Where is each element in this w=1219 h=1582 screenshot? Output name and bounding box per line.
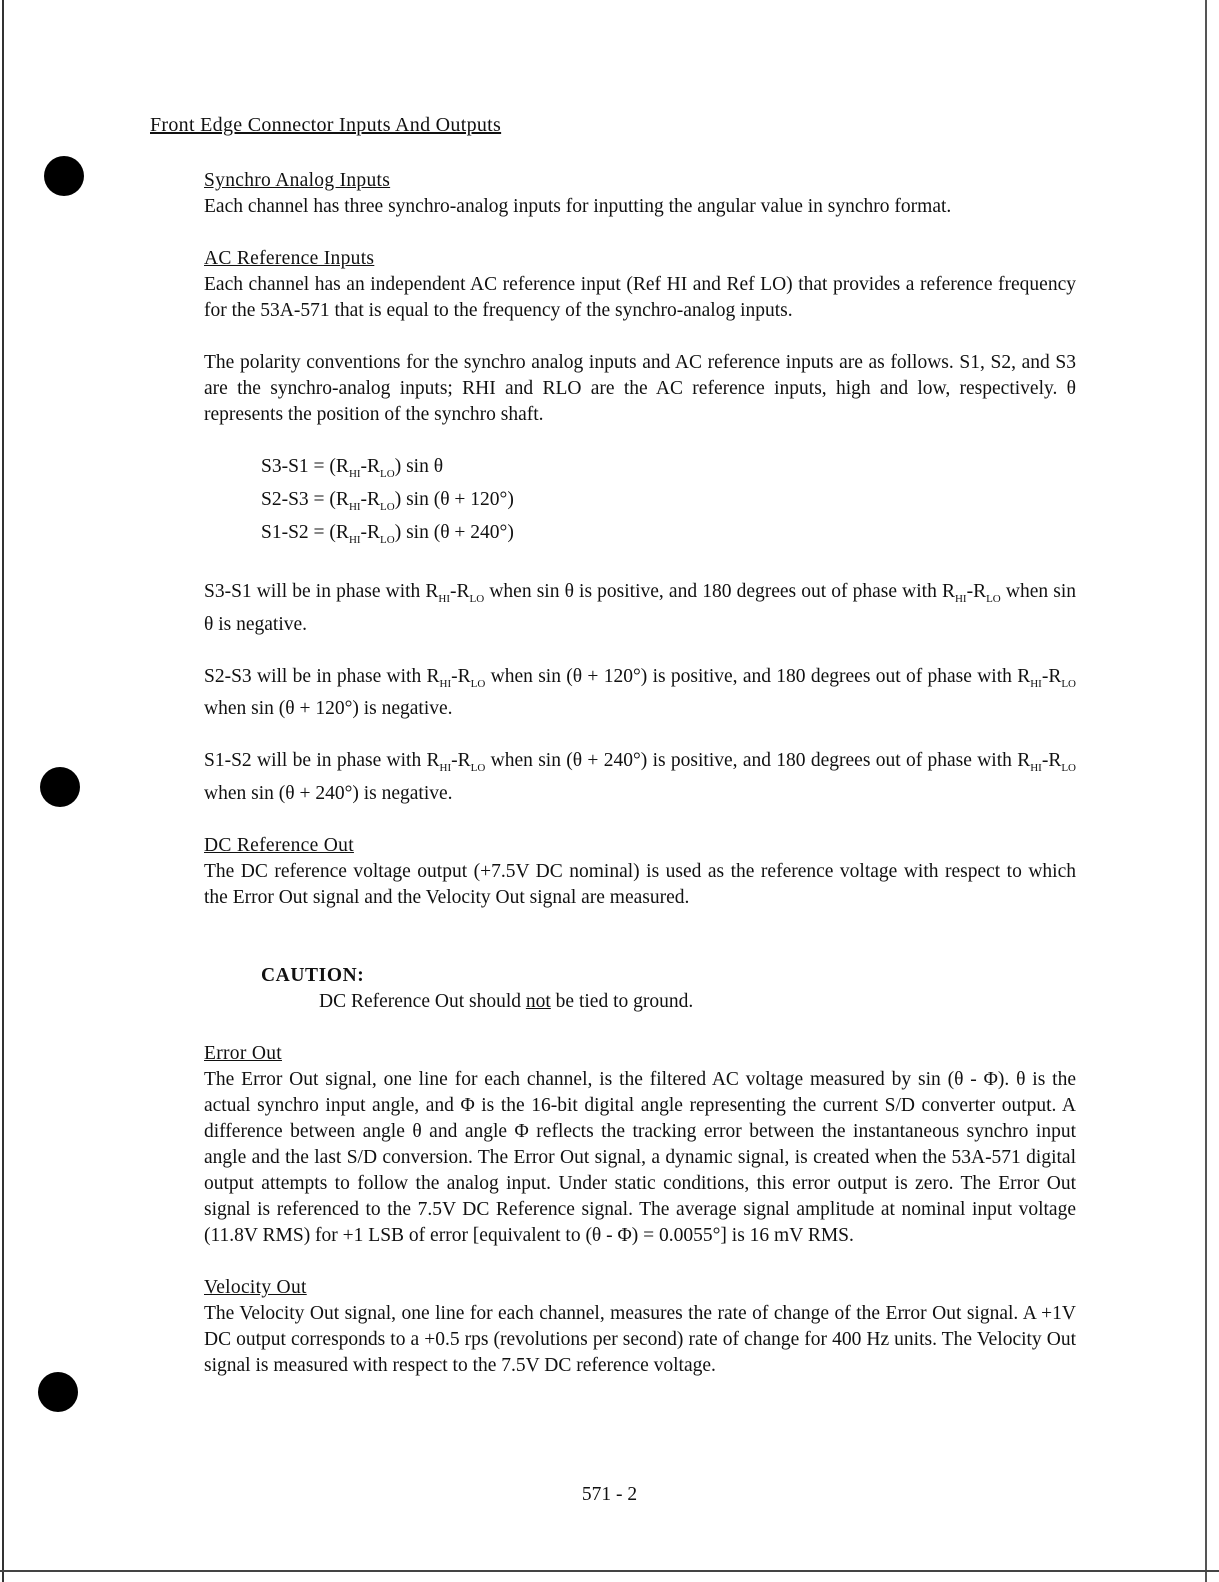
velocity-paragraph: The Velocity Out signal, one line for each channel, measures the rate of change of the Error Out signal. A +1V DC output corresponds to a +0.5 rps (revolutions per second) rate of change for 400 Hz units. The Velocity Out signal is measured with respect to the 7.5V DC reference voltage. xyxy=(204,1303,1076,1377)
errorout-paragraph: The Error Out signal, one line for each channel, is the filtered AC voltage measured by sin (θ - Φ). θ is the actual synchro input angle, and Φ is the 16-bit digital angle representing the current S/D converter output. A difference between angle θ and angle Φ reflects the tracking error between the instantaneous synchro input angle and the last S/D conversion. The Error Out signal, a dynamic signal, is created when the 53A-571 digital output attempts to follow the analog input. Under static conditions, this error output is zero. The Error Out signal is referenced to the 7.5V DC Reference signal. The average signal amplitude at nominal input voltage (11.8V RMS) for +1 LSB of error [equivalent to (θ - Φ) = 0.0055°] is 16 mV RMS. xyxy=(204,1069,1076,1247)
scan-edge-right xyxy=(1205,0,1207,1582)
equation-3: $S1-S2 = (R_{HI}-R_{LO})$ sin (θ + 240°) xyxy=(261,521,514,546)
section-heading-acref: AC Reference Inputs xyxy=(204,248,375,269)
caution-heading: CAUTION: xyxy=(261,965,365,987)
equation-2: $S2-S3 = (R_{HI}-R_{LO})$ sin (θ + 120°) xyxy=(261,488,514,513)
body-content xyxy=(204,168,1076,1379)
binder-hole-middle xyxy=(40,767,80,807)
page-title: Front Edge Connector Inputs And Outputs xyxy=(150,114,502,136)
caution-text: DC Reference Out should not be tied to ground. xyxy=(319,991,694,1013)
binder-hole-top xyxy=(44,156,84,196)
section-heading-synchro: Synchro Analog Inputs xyxy=(204,170,391,191)
section-heading-errorout: Error Out xyxy=(204,1043,282,1065)
equation-1: $S3-S1 = (R_{HI}-R_{LO})$ sin θ xyxy=(261,456,444,480)
section-heading-velocity: Velocity Out xyxy=(204,1277,307,1299)
dcref-paragraph: The DC reference voltage output (+7.5V DC nominal) is used as the reference voltage with respect to which the Error Out signal and the Velocity Out signal are measured. xyxy=(204,861,1076,909)
page-number: 571 - 2 xyxy=(581,1484,638,1505)
scan-edge-bottom xyxy=(0,1570,1219,1572)
binder-hole-bottom xyxy=(38,1372,78,1412)
polarity-paragraph: The polarity conventions for the synchro analog inputs and AC reference inputs are as follows. S1, S2, and S3 are the synchro-analog inputs; RHI and RLO are the AC reference inputs, high and low, respectively. θ represents the position of the synchro shaft. xyxy=(204,352,1076,425)
phase-paragraph-3: S1-S2 will be in phase with $R_{HI}-R_{LO}$ when sin (θ + 240°) is positive, and 180 degrees out of phase with $R_{HI}-R_{LO}$ when sin (θ + 240°) is negative. xyxy=(204,750,1076,805)
scan-edge-left xyxy=(2,0,4,1582)
phase-paragraph-2: S2-S3 will be in phase with $R_{HI}-R_{LO}$ when sin (θ + 120°) is positive, and 180 degrees out of phase with $R_{HI}-R_{LO}$ when sin (θ + 120°) is negative. xyxy=(204,665,1076,720)
synchro-paragraph: Each channel has three synchro-analog inputs for inputting the angular value in synchro format. xyxy=(204,196,952,217)
phase-paragraph-1: S3-S1 will be in phase with $R_{HI}-R_{LO}$ when sin θ is positive, and 180 degrees out of phase with $R_{HI}-R_{LO}$ when sin θ is negative. xyxy=(204,580,1076,635)
acref-paragraph: Each channel has an independent AC reference input (Ref HI and Ref LO) that provides a reference frequency for the 53A-571 that is equal to the frequency of the synchro-analog inputs. xyxy=(204,274,1076,321)
section-heading-dcref: DC Reference Out xyxy=(204,835,354,857)
